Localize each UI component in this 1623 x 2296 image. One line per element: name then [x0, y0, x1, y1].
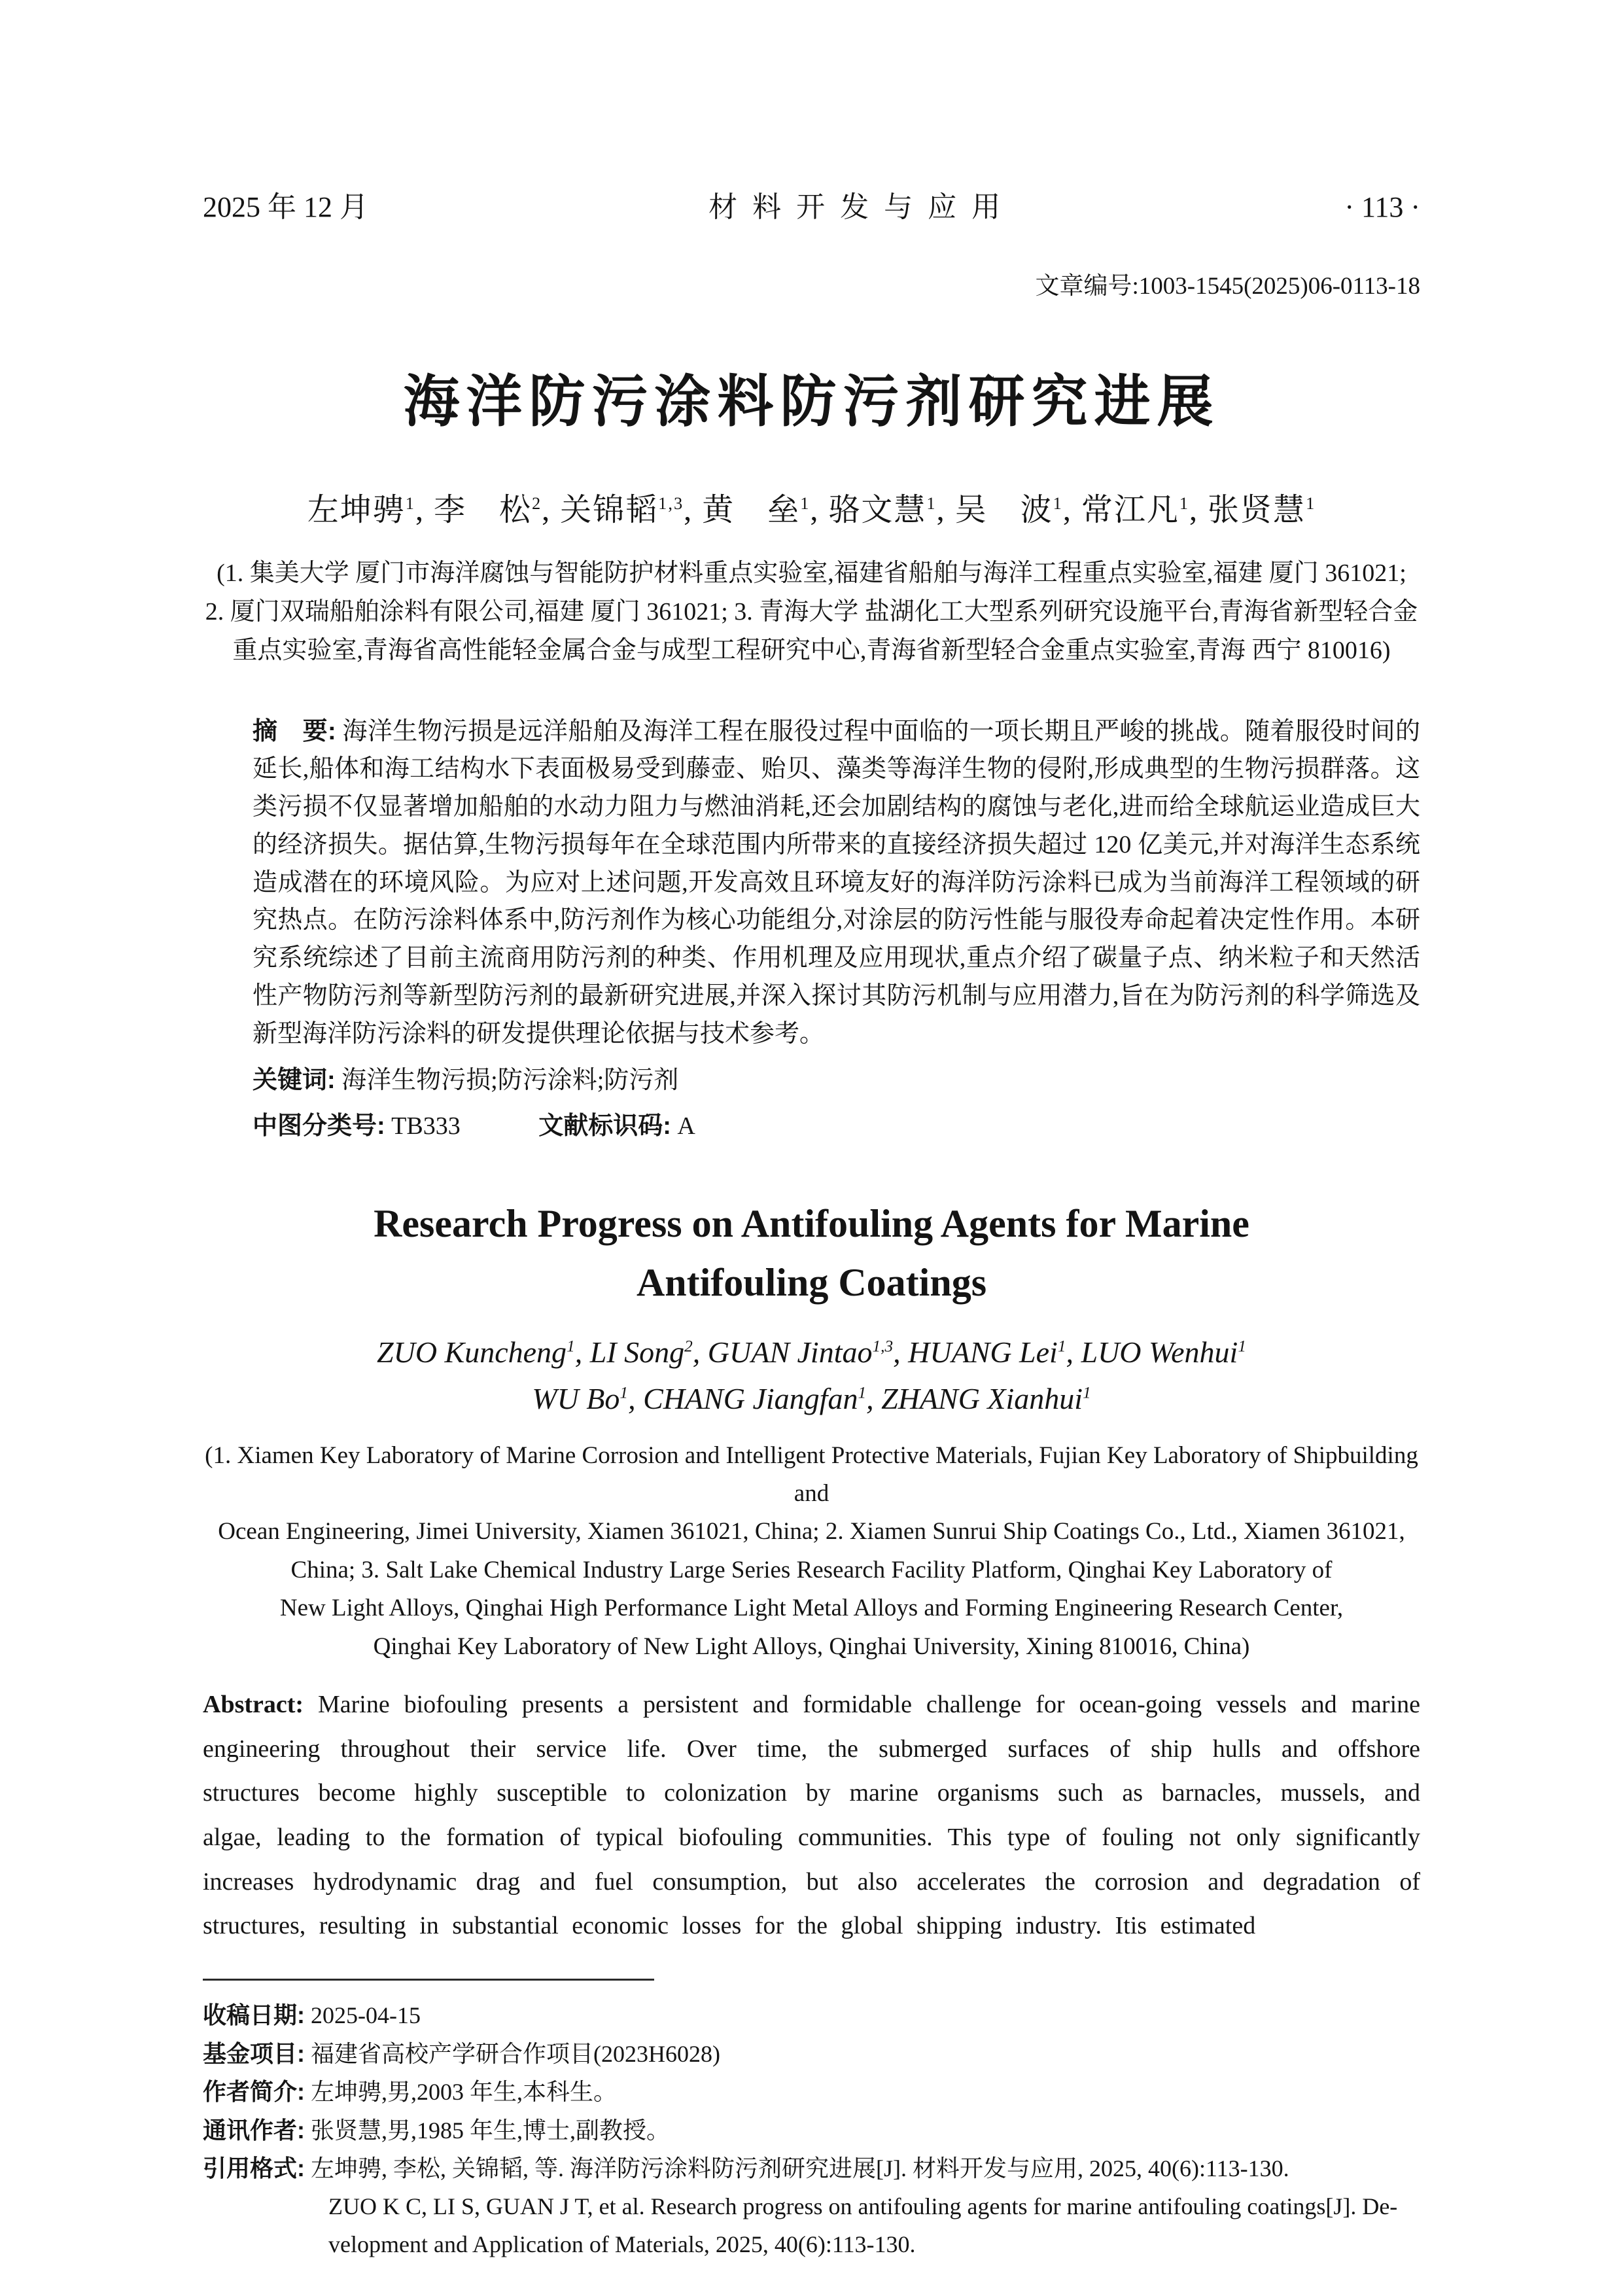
author-name: WU Bo$^1$ [532, 1382, 629, 1416]
author-bio-line [203, 2073, 1420, 2111]
fund-value: 福建省高校产学研合作项目(2023H6028) [311, 2040, 720, 2067]
journal-name: 材 料 开 发 与 应 用 [708, 191, 1005, 223]
author-name: LI Song$^2$ [589, 1335, 693, 1369]
text-line: Research Progress on Antifouling Agents for Marine [374, 1201, 1249, 1245]
issue-date: 2025 年 12 月 [203, 191, 368, 223]
fund-line [203, 2035, 1420, 2074]
cn-author-list: 左坤骋$^1$, 李 松$^2$, 关锦韬$^{1,3}$, 黄 垒$^1$, 骆文慧$^1$, 吴 波$^1$, 常江凡$^1$, 张贤慧$^1$ [307, 493, 1316, 527]
citation-continuation-1: ZUO K C, LI S, GUAN J T, et al. Research progress on antifouling agents for marine antifouling coatings[J]. De- [328, 2193, 1398, 2219]
author-name: LUO Wenhui$^1$ [1081, 1335, 1246, 1369]
citation-label: 引用格式: [203, 2155, 305, 2182]
author-name: 黄 垒$^1$ [702, 493, 811, 527]
author-name: ZUO Kuncheng$^1$ [377, 1335, 575, 1369]
cn-affiliations [203, 554, 1420, 670]
clc-line [253, 1108, 1420, 1146]
received-date-value: 2025-04-15 [311, 2002, 421, 2028]
cn-abstract-block [203, 713, 1420, 1146]
corresponding-author-value: 张贤慧,男,1985 年生,博士,副教授。 [311, 2117, 671, 2144]
author-bio-label: 作者简介: [203, 2078, 305, 2106]
citation-continuation-2: velopment and Application of Materials, 2025, 40(6):113-130. [328, 2231, 916, 2257]
keywords-line [253, 1062, 1420, 1100]
cn-abstract-label: 摘 要: [253, 717, 336, 745]
text-line: Qinghai Key Laboratory of New Light Alloys, Qinghai University, Xining 810016, China) [373, 1633, 1250, 1660]
author-name: CHANG Jiangfan$^1$ [643, 1382, 867, 1416]
text-line: 2. 厦门双瑞船舶涂料有限公司,福建 厦门 361021; 3. 青海大学 盐湖化工大型系列研究设施平台,青海省新型轻合金 [205, 597, 1418, 626]
en-abstract [203, 1683, 1420, 1949]
doc-code-value: A [677, 1112, 695, 1140]
text-line: (1. Xiamen Key Laboratory of Marine Corrosion and Intelligent Protective Materials, Fujian Key Laboratory of Shipbuilding and [205, 1441, 1418, 1507]
text-line: New Light Alloys, Qinghai High Performance Light Metal Alloys and Forming Engineering Research Center, [279, 1595, 1344, 1622]
running-head [203, 183, 1420, 225]
author-bio-value: 左坤骋,男,2003 年生,本科生。 [311, 2079, 618, 2106]
author-name: 常江凡$^1$ [1081, 493, 1190, 527]
citation-line [203, 2149, 1420, 2188]
en-title [203, 1194, 1420, 1312]
cn-abstract [253, 713, 1420, 1053]
text-line: Ocean Engineering, Jimei University, Xiamen 361021, China; 2. Xiamen Sunrui Ship Coatings Co., Ltd., Xiamen 361021, [218, 1518, 1405, 1545]
author-name: ZHANG Xianhui$^1$ [881, 1382, 1091, 1416]
en-abstract-text: Marine biofouling presents a persistent and formidable challenge for ocean-going vessels and marine engineering throughout their service life. Over time, the submerged surfaces of ship hulls and offshore structures become highly susceptible to colonization by marine organisms such as barnacles, mussels, and algae, leading to the formation of typical biofouling communities. This type of fouling not only significantly increases hydrodynamic drag and fuel consumption, but also accelerates the corrosion and degradation of structures, resulting in substantial economic losses for the global shipping industry. Itis estimated [203, 1691, 1420, 1940]
page-number: · 113 · [1344, 191, 1420, 223]
author-name: 左坤骋$^1$ [307, 493, 415, 527]
en-affiliations [203, 1437, 1420, 1667]
author-name: 吴 波$^1$ [954, 493, 1063, 527]
doc-code-label: 文献标识码: [538, 1112, 671, 1140]
text-line: Antifouling Coatings [636, 1260, 987, 1304]
received-date-line [203, 1996, 1420, 2035]
author-name: GUAN Jintao$^{1,3}$ [707, 1335, 894, 1369]
corresponding-author-label: 通讯作者: [203, 2116, 305, 2144]
en-author-line-1: ZUO Kuncheng$^1$, LI Song$^2$, GUAN Jintao$^{1,3}$, HUANG Lei$^1$, LUO Wenhui$^1$ [377, 1335, 1246, 1369]
text-line: (1. 集美大学 厦门市海洋腐蚀与智能防护材料重点实验室,福建省船舶与海洋工程重点实验室,福建 厦门 361021; [217, 559, 1406, 587]
author-name: 张贤慧$^1$ [1208, 493, 1316, 527]
author-name: 关锦韬$^{1,3}$ [560, 493, 684, 527]
en-abstract-label: Abstract: [203, 1691, 304, 1719]
keywords-label: 关键词: [253, 1067, 336, 1095]
keywords-text: 海洋生物污损;防污涂料;防污剂 [341, 1067, 679, 1095]
fund-label: 基金项目: [203, 2040, 305, 2067]
text-line: China; 3. Salt Lake Chemical Industry Large Series Research Facility Platform, Qinghai Key Laboratory of [290, 1556, 1333, 1583]
clc-value: TB333 [391, 1112, 461, 1140]
footnote-divider [203, 1979, 654, 1981]
author-name: HUANG Lei$^1$ [908, 1335, 1066, 1369]
author-name: 骆文慧$^1$ [828, 493, 937, 527]
footnotes [203, 1996, 1420, 2263]
en-author-list [203, 1329, 1420, 1422]
author-name: 李 松$^2$ [433, 493, 542, 527]
cn-title: 海洋防污涂料防污剂研究进展 [403, 370, 1220, 433]
article-number: 文章编号:1003-1545(2025)06-0113-18 [1035, 273, 1420, 300]
clc-label: 中图分类号: [253, 1112, 385, 1140]
corresponding-author-line [203, 2111, 1420, 2150]
en-author-line-2: WU Bo$^1$, CHANG Jiangfan$^1$, ZHANG Xianhui$^1$ [532, 1382, 1091, 1416]
received-date-label: 收稿日期: [203, 2001, 305, 2028]
cn-abstract-text: 海洋生物污损是远洋船舶及海洋工程在服役过程中面临的一项长期且严峻的挑战。随着服役时间的延长,船体和海工结构水下表面极易受到藤壶、贻贝、藻类等海洋生物的侵附,形成典型的生物污损群落。这类污损不仅显著增加船舶的水动力阻力与燃油消耗,还会加剧结构的腐蚀与老化,进而给全球航运业造成巨大的经济损失。据估算,生物污损每年在全球范围内所带来的直接经济损失超过 120 亿美元,并对海洋生态系统造成潜在的环境风险。为应对上述问题,开发高效且环境友好的海洋防污涂料已成为当前海洋工程领域的研究热点。在防污涂料体系中,防污剂作为核心功能组分,对涂层的防污性能与服役寿命起着决定性作用。本研究系统综述了目前主流商用防污剂的种类、作用机理及应用现状,重点介绍了碳量子点、纳米粒子和天然活性产物防污剂等新型防污剂的最新研究进展,并深入探讨其防污机制与应用潜力,旨在为防污剂的科学筛选及新型海洋防污涂料的研发提供理论依据与技术参考。 [253, 717, 1420, 1048]
text-line: 重点实验室,青海省高性能轻金属合金与成型工程研究中心,青海省新型轻合金重点实验室,青海 西宁 810016) [232, 636, 1391, 664]
citation-value: 左坤骋, 李松, 关锦韬, 等. 海洋防污涂料防污剂研究进展[J]. 材料开发与应用, 2025, 40(6):113-130. [311, 2155, 1289, 2182]
